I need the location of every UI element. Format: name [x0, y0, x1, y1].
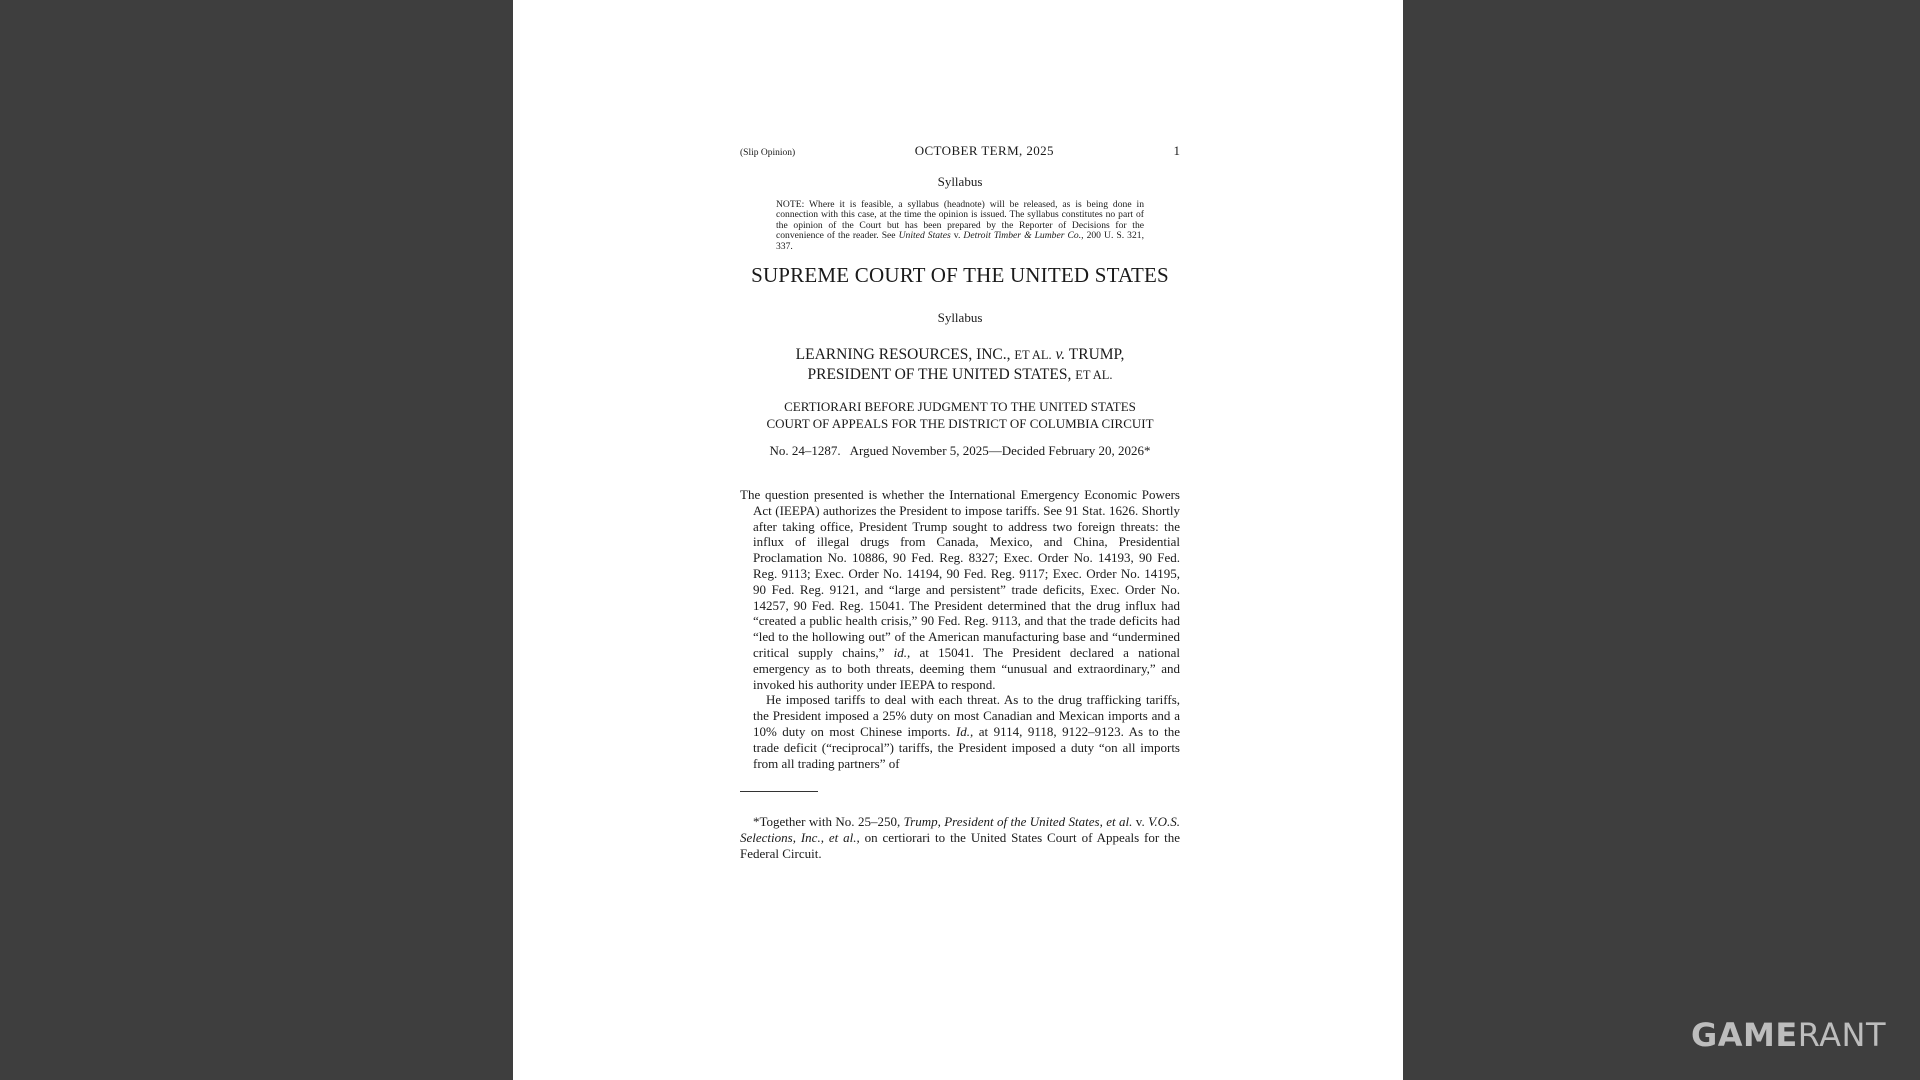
court-name: SUPREME COURT OF THE UNITED STATES — [751, 263, 1169, 288]
watermark-light: RANT — [1797, 1016, 1886, 1054]
watermark-bold: GAME — [1690, 1016, 1798, 1054]
page-number: 1 — [1173, 143, 1180, 158]
respondent-name: TRUMP, — [1068, 346, 1125, 364]
note-cite-party-a: United States — [898, 230, 951, 242]
respondent-title: PRESIDENT OF THE UNITED STATES, — [807, 366, 1072, 384]
footnote-text-b: on certiorari to the United States Court of Appeals for the Federal Circuit. — [740, 830, 1180, 861]
footnote — [740, 814, 1180, 861]
certiorari-line-2: COURT OF APPEALS FOR THE DISTRICT OF COLUMBIA CIRCUIT — [766, 415, 1154, 431]
paragraph-1-id: id., — [893, 645, 911, 660]
footnote-divider — [740, 791, 818, 792]
gamerant-watermark-logo — [1691, 1016, 1886, 1054]
syllabus-body — [740, 487, 1180, 771]
footnote-party-a: Trump, President of the United States, et al. — [903, 814, 1133, 830]
note-text: NOTE: Where it is feasible, a syllabus (headnote) will be released, as is being done in connection with this case, at the time the opinion is issued. The syllabus constitutes no part of the opinion of the Court but has been prepared by the Reporter of Decisions for the convenience of the reader. See — [776, 199, 1144, 242]
document-page — [513, 0, 1403, 1080]
certiorari-heading — [740, 399, 1180, 432]
paragraph-1-text-b: at 15041. The President declared a national emergency as to both threats, deeming them “unusual and extraordinary,” and invoked his authority under IEEPA to respond. — [753, 645, 1181, 692]
paragraph-2-text-a: He imposed tariffs to deal with each threat. As to the drug trafficking tariffs, the President imposed a 25% duty on most Canadian and Mexican imports and a 10% duty on most Chinese imports. — [753, 692, 1180, 739]
note-cite-party-b: Detroit Timber & Lumber Co., — [963, 230, 1084, 242]
docket-line: No. 24–1287. Argued November 5, 2025—Decided February 20, 2026* — [769, 443, 1151, 459]
syllabus-heading: Syllabus — [937, 174, 983, 189]
running-header — [740, 143, 1180, 161]
footnote-text-a: *Together with No. 25–250, — [753, 814, 901, 830]
case-caption — [740, 345, 1180, 385]
certiorari-line-1: CERTIORARI BEFORE JUDGMENT TO THE UNITED STATES — [784, 399, 1136, 415]
term-label: OCTOBER TERM, 2025 — [914, 143, 1054, 158]
syllabus-heading-2: Syllabus — [937, 310, 983, 326]
paragraph-2-text-b: at 9114, 9118, 9122–9123. As to the trade deficit (“reciprocal”) tariffs, the President imposed a duty “on all imports from all trading partners” of — [753, 723, 1181, 771]
paragraph-1-text-a: The question presented is whether the International Emergency Economic Powers Act (IEEPA) authorizes the President to impose tariffs. See 91 Stat. 1626. Shortly after taking office, President Trump sought to address two foreign threats: the influx of illegal drugs from Canada, Mexico, and China, Presidential Proclamation No. 10886, 90 Fed. Reg. 8327; Exec. Order No. 14193, 90 Fed. Reg. 9113; Exec. Order No. 14194, 90 Fed. Reg. 9117; Exec. Order No. 14195, 90 Fed. Reg. 9121, and “large and persistent” trade deficits, Exec. Order No. 14257, 90 Fed. Reg. 15041. The President determined that the drug influx had “created a public health crisis,” 90 Fed. Reg. 9113, and that the trade deficits had “led to the hollowing out” of the American manufacturing base and “undermined critical supply chains,” — [740, 487, 1180, 660]
note-cite-v: v. — [953, 230, 961, 242]
paragraph-1 — [740, 487, 1180, 692]
footnote-party-b: V.O.S. Selections, Inc., et al., — [740, 814, 1181, 846]
petitioner: LEARNING RESOURCES, INC., — [795, 346, 1011, 364]
note-cite-reporter: 200 U. S. 321, 337. — [776, 230, 1144, 252]
paragraph-2-id: Id., — [955, 723, 974, 739]
versus: v. — [1055, 346, 1066, 364]
et-al-respondent: ET AL. — [1075, 368, 1113, 383]
paragraph-2 — [740, 692, 1180, 771]
slip-opinion-label: (Slip Opinion) — [740, 148, 796, 158]
page-content — [740, 143, 1180, 862]
footnote-v: v. — [1135, 814, 1145, 830]
et-al-petitioner: ET AL. — [1014, 348, 1052, 363]
reporter-note — [776, 200, 1144, 252]
